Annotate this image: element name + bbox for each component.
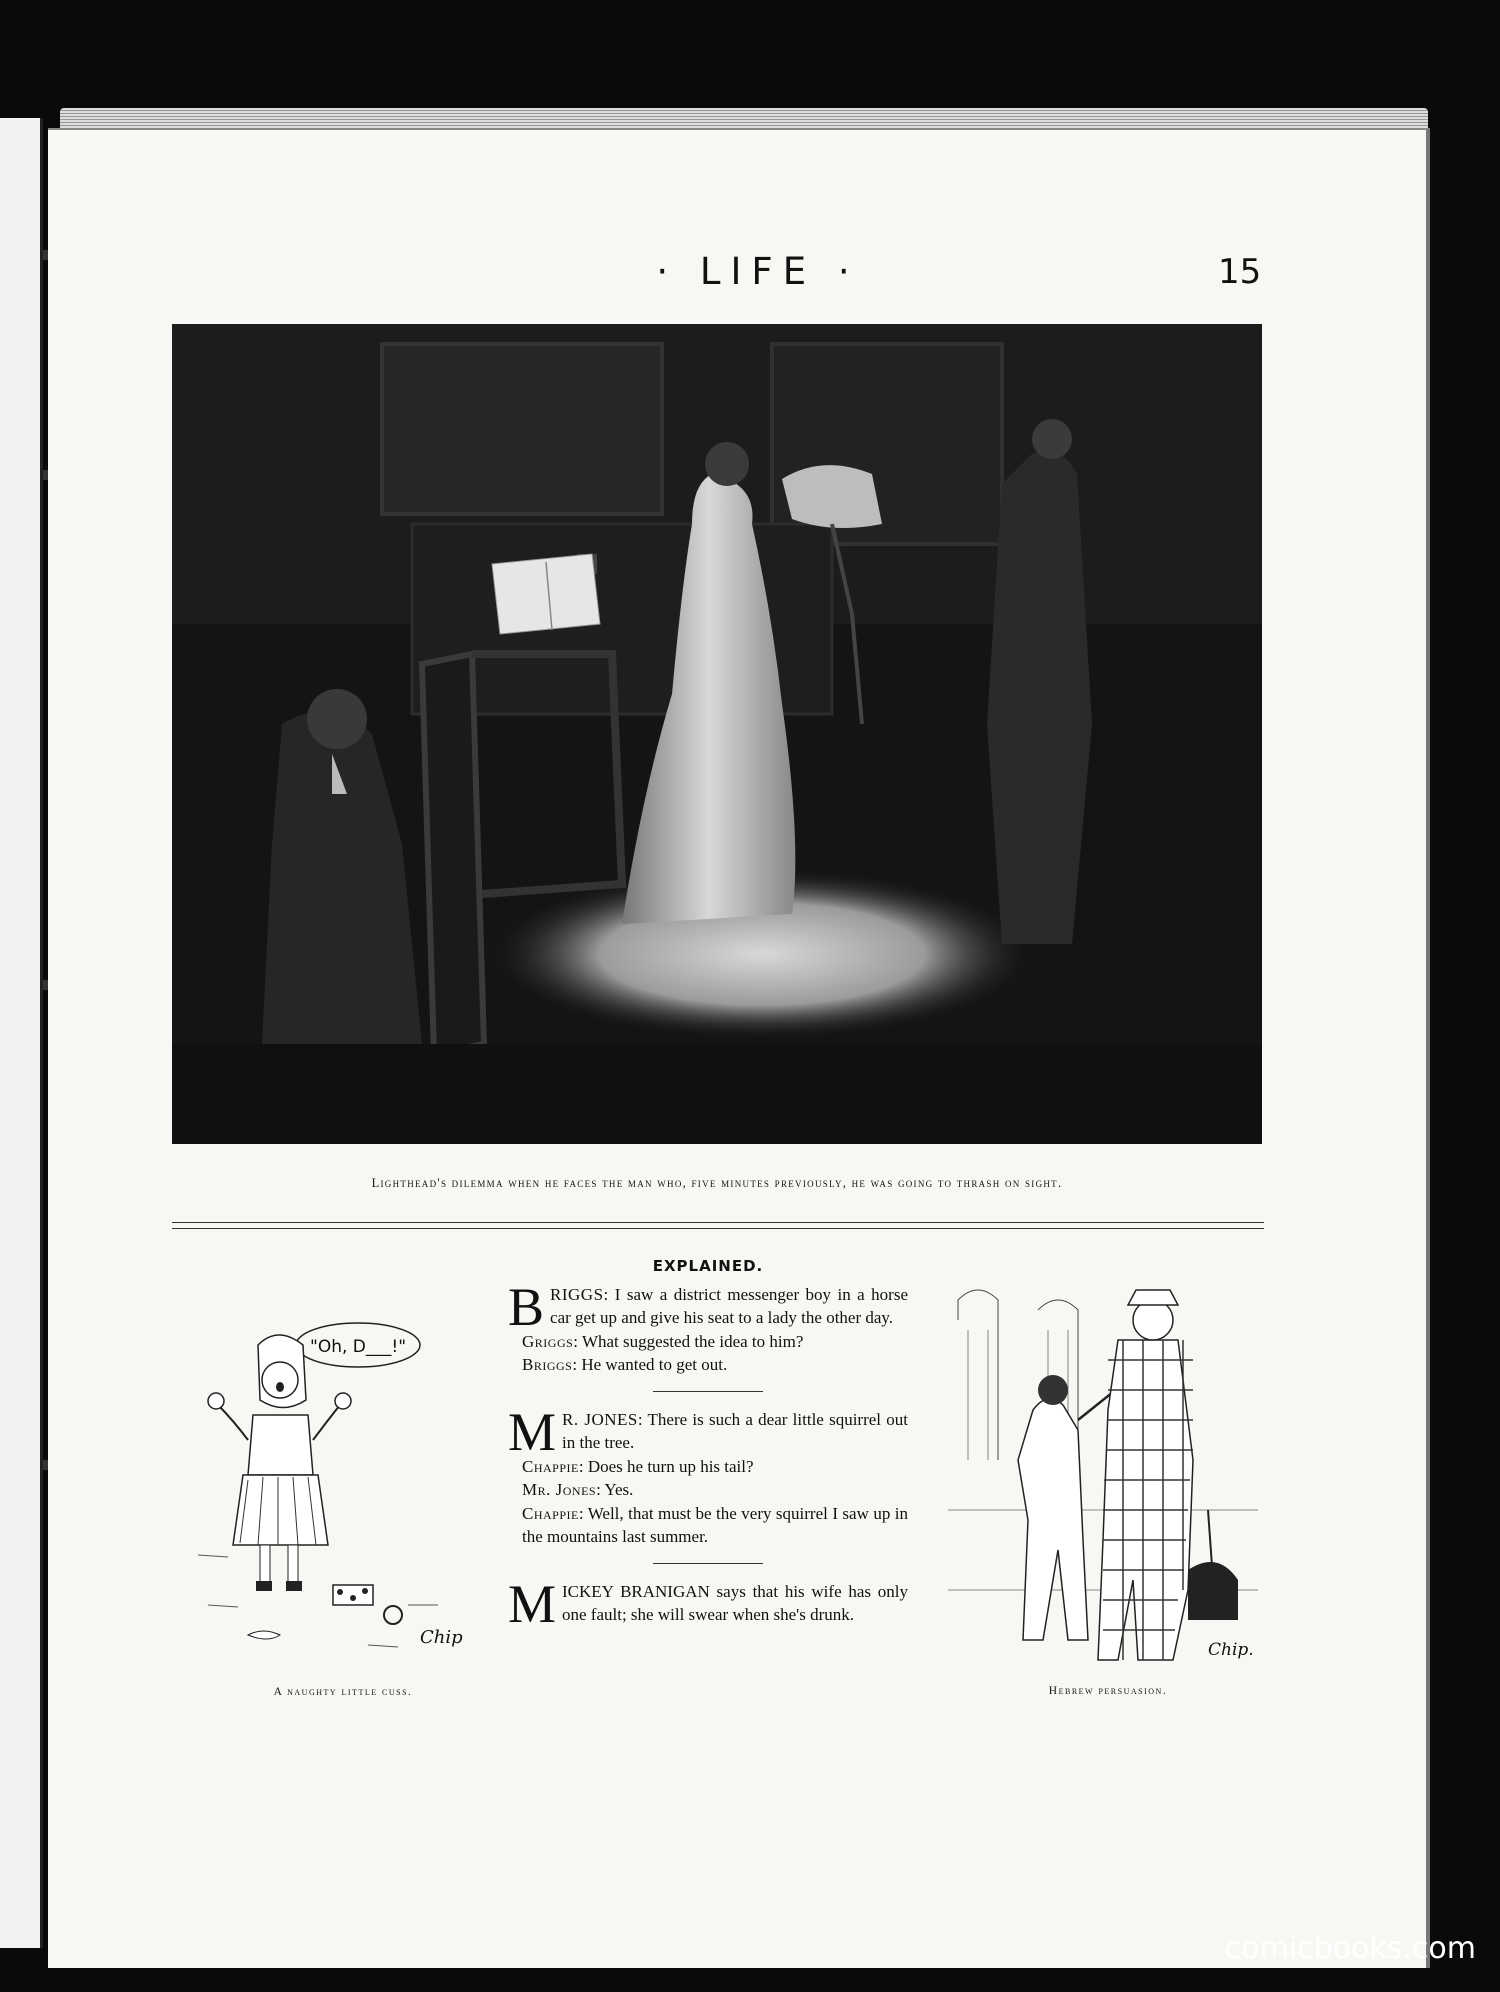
dialogue-text: : Yes. [596, 1480, 634, 1499]
artist-signature: Chip [420, 1627, 463, 1648]
drop-cap: B [508, 1276, 545, 1337]
speaker-name: Chappie [522, 1503, 579, 1523]
speaker-name: Briggs [522, 1355, 573, 1374]
artist-signature: Chip. [1208, 1640, 1254, 1660]
page-number: 15 [1218, 252, 1262, 292]
joke-divider [653, 1391, 763, 1392]
left-cartoon-caption: A naughty little cuss. [273, 1686, 413, 1698]
speaker-name: R. JONES [562, 1409, 638, 1429]
speaker-name: Mr. Jones [522, 1480, 597, 1499]
joke-mickey-branigan [508, 1573, 908, 1634]
joke-text: ICKEY BRANIGAN says that his wife has only one fault; she will swear when she's drunk. [562, 1581, 908, 1624]
speaker-name: Chappie [522, 1456, 579, 1476]
watermark: comicbooks.com [1224, 1931, 1476, 1966]
speaker-name: Griggs [522, 1331, 574, 1351]
main-illustration-caption: Lighthead's dilemma when he faces the man who, five minutes previously, he was going to thrash on sight. [371, 1176, 1063, 1190]
text-column [508, 1255, 908, 1634]
speech-bubble-text: "Oh, D___!" [310, 1337, 407, 1357]
left-page-edge [0, 118, 43, 1948]
dialogue-text: : What suggested the idea to him? [573, 1331, 804, 1351]
dialogue-text: : Does he turn up his tail? [578, 1456, 754, 1476]
column-heading: EXPLAINED. [652, 1257, 764, 1275]
drop-cap: M [508, 1401, 557, 1462]
dialogue-text: : He wanted to get out. [572, 1355, 728, 1374]
drop-cap: M [508, 1573, 557, 1634]
dialogue-text: : I saw a district messenger boy in a horse car get up and give his seat to a lady the other day. [550, 1284, 908, 1327]
speaker-name: RIGGS [550, 1284, 604, 1304]
dialogue-text: : There is such a dear little squirrel out in the tree. [562, 1409, 908, 1452]
right-cartoon-caption: Hebrew persuasion. [1048, 1685, 1168, 1697]
main-illustration [172, 324, 1262, 1144]
joke-briggs-griggs [508, 1276, 908, 1377]
right-cartoon-illustration [938, 1260, 1268, 1710]
page-stack-edge [60, 108, 1428, 130]
magazine-title: · LIFE · [656, 250, 860, 293]
joke-jones-chappie [508, 1401, 908, 1549]
section-divider [172, 1222, 1264, 1229]
magazine-page [48, 128, 1430, 1968]
joke-divider [653, 1563, 763, 1564]
left-cartoon-illustration [188, 1305, 488, 1725]
dialogue-text: : Well, that must be the very squirrel I saw up in the mountains last summer. [522, 1503, 908, 1546]
